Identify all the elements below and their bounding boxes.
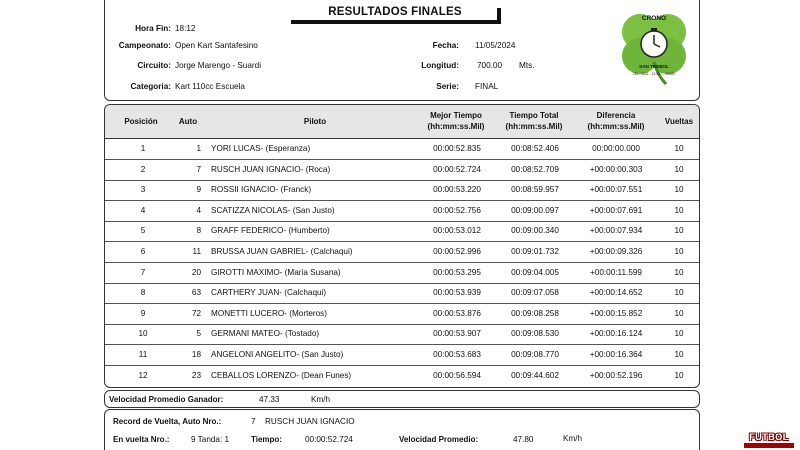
results-sheet bbox=[104, 0, 700, 450]
cell-diferencia: +00:00:16.364 bbox=[589, 350, 643, 359]
cell-piloto: YORI LUCAS- (Esperanza) bbox=[211, 144, 311, 153]
vel-prom-label: Velocidad Promedio: bbox=[399, 435, 479, 444]
cell-mejor-tiempo: 00:00:56.594 bbox=[433, 370, 481, 380]
cell-auto: 1 bbox=[196, 144, 201, 153]
cell-auto: 20 bbox=[191, 267, 201, 277]
cell-vueltas: 10 bbox=[674, 329, 684, 339]
cell-piloto: MONETTI LUCERO- (Morteros) bbox=[211, 308, 327, 318]
title-underline-tick bbox=[497, 8, 501, 22]
tiempo-value: 00:00:52.724 bbox=[305, 435, 353, 444]
table-row bbox=[105, 263, 699, 284]
cell-vueltas: 10 bbox=[674, 226, 684, 236]
record-auto: 7 bbox=[251, 417, 256, 426]
table-row bbox=[105, 242, 699, 263]
campeonato-value: Open Kart Santafesino bbox=[175, 41, 258, 50]
cell-vueltas: 10 bbox=[674, 185, 684, 195]
cell-mejor-tiempo: 00:00:53.907 bbox=[433, 329, 481, 339]
cell-mejor-tiempo: 00:00:53.876 bbox=[433, 308, 481, 318]
table-row bbox=[105, 283, 699, 304]
col-posicion: Posición bbox=[124, 117, 158, 126]
record-piloto: RUSCH JUAN IGNACIO bbox=[265, 417, 355, 426]
cell-auto: 9 bbox=[196, 185, 201, 195]
cell-piloto: GERMANI MATEO- (Tostado) bbox=[211, 329, 320, 339]
cell-tiempo-total: 00:09:08.258 bbox=[511, 308, 559, 318]
cell-diferencia: +00:00:00.303 bbox=[589, 164, 643, 174]
cell-piloto: CARTHERY JUAN- (Calchaqui) bbox=[211, 288, 327, 298]
cell-tiempo-total: 00:09:00.340 bbox=[511, 226, 559, 236]
cell-diferencia: 00:00:00.000 bbox=[592, 144, 640, 153]
circuito-label: Circuito: bbox=[137, 61, 171, 70]
en-vuelta-value: 9 Tanda: 1 bbox=[191, 435, 230, 444]
svg-text:CEL: 3401 - 15 557 - 0/6987: CEL: 3401 - 15 557 - 0/6987 bbox=[632, 72, 676, 76]
cell-mejor-tiempo: 00:00:52.756 bbox=[433, 205, 481, 215]
cell-tiempo-total: 00:08:59.957 bbox=[511, 185, 559, 195]
watermark-bar bbox=[744, 443, 794, 448]
cell-diferencia: +00:00:15.852 bbox=[589, 308, 643, 318]
cell-vueltas: 10 bbox=[674, 288, 684, 298]
col-auto: Auto bbox=[178, 117, 198, 126]
cell-diferencia: +00:00:09.326 bbox=[589, 247, 643, 256]
vel-prom-value: 47.80 bbox=[513, 435, 534, 444]
cell-auto: 18 bbox=[191, 350, 201, 359]
cell-tiempo-total: 00:08:52.406 bbox=[511, 144, 559, 153]
cell-posicion: 8 bbox=[140, 288, 146, 298]
cell-auto: 8 bbox=[196, 226, 201, 236]
cell-tiempo-total: 00:09:44.602 bbox=[511, 370, 559, 380]
cell-mejor-tiempo: 00:00:52.835 bbox=[433, 144, 481, 153]
results-table bbox=[104, 104, 700, 388]
cell-auto: 7 bbox=[196, 164, 201, 174]
longitud-value: 700.00 bbox=[477, 61, 503, 70]
table-row bbox=[105, 324, 699, 345]
cell-vueltas: 10 bbox=[674, 247, 684, 256]
cell-vueltas: 10 bbox=[674, 205, 684, 215]
cell-diferencia: +00:00:11.599 bbox=[590, 267, 642, 277]
table-row bbox=[105, 221, 699, 242]
watermark-text: FUTBOL bbox=[749, 432, 789, 442]
vel-prom-unit: Km/h bbox=[563, 434, 583, 443]
cell-tiempo-total: 00:09:00.097 bbox=[511, 205, 559, 215]
cell-posicion: 1 bbox=[140, 144, 146, 153]
cell-piloto: CEBALLOS LORENZO- (Dean Funes) bbox=[211, 370, 352, 380]
record-label: Record de Vuelta, Auto Nro.: bbox=[113, 417, 222, 426]
watermark-logo bbox=[738, 430, 800, 450]
cell-vueltas: 10 bbox=[674, 308, 684, 318]
cell-piloto: GRAFF FEDERICO- (Humberto) bbox=[211, 226, 330, 236]
cell-tiempo-total: 00:09:08.770 bbox=[511, 350, 559, 359]
cell-mejor-tiempo: 00:00:53.295 bbox=[433, 267, 481, 277]
col-piloto: Piloto bbox=[303, 117, 327, 126]
lap-record-panel bbox=[104, 409, 700, 450]
cell-auto: 11 bbox=[192, 247, 201, 256]
cell-posicion: 2 bbox=[140, 164, 146, 174]
cell-vueltas: 10 bbox=[674, 350, 684, 359]
categoria-label: Categoria: bbox=[130, 82, 171, 91]
vel-ganador-unit: Km/h bbox=[311, 395, 331, 404]
hora-fin-value: 18:12 bbox=[175, 24, 196, 33]
col-diferencia: Diferencia (hh:mm:ss.Mil) bbox=[587, 111, 645, 131]
categoria-value: Kart 110cc Escuela bbox=[175, 82, 245, 91]
cell-diferencia: +00:00:52.196 bbox=[589, 370, 643, 380]
hora-fin-label: Hora Fin: bbox=[135, 24, 171, 33]
cell-diferencia: +00:00:07.691 bbox=[589, 205, 643, 215]
cell-posicion: 5 bbox=[140, 226, 146, 236]
tiempo-label: Tiempo: bbox=[251, 435, 282, 444]
table-row bbox=[105, 304, 699, 325]
longitud-unit: Mts. bbox=[519, 61, 535, 70]
cell-mejor-tiempo: 00:00:53.012 bbox=[433, 226, 481, 236]
cell-auto: 72 bbox=[191, 308, 201, 318]
col-mejor-tiempo: Mejor Tiempo (hh:mm:ss.Mil) bbox=[427, 111, 485, 131]
vel-ganador-label: Velocidad Promedio Ganador: bbox=[109, 395, 224, 404]
serie-label: Serie: bbox=[436, 82, 459, 91]
cell-tiempo-total: 00:09:01.732 bbox=[511, 247, 559, 256]
cell-diferencia: +00:00:07.934 bbox=[589, 226, 643, 236]
cell-piloto: SCATIZZA NICOLAS- (San Justo) bbox=[211, 205, 335, 215]
cell-posicion: 3 bbox=[140, 185, 146, 195]
cell-auto: 5 bbox=[196, 329, 201, 339]
fecha-value: 11/05/2024 bbox=[475, 41, 516, 50]
cell-diferencia: +00:00:14.652 bbox=[589, 288, 643, 298]
cell-auto: 23 bbox=[191, 370, 201, 380]
longitud-label: Longitud: bbox=[421, 61, 459, 70]
cell-auto: 63 bbox=[191, 288, 201, 298]
cell-posicion: 12 bbox=[138, 370, 148, 380]
svg-text:CRONO: CRONO bbox=[641, 15, 667, 22]
cell-diferencia: +00:00:07.551 bbox=[589, 185, 643, 195]
cell-mejor-tiempo: 00:00:53.939 bbox=[433, 288, 481, 298]
cell-posicion: 9 bbox=[140, 308, 146, 318]
cell-tiempo-total: 00:09:07.058 bbox=[511, 288, 559, 298]
cell-vueltas: 10 bbox=[674, 164, 684, 174]
campeonato-label: Campeonato: bbox=[118, 41, 171, 50]
page-title: RESULTADOS FINALES bbox=[328, 6, 462, 18]
cell-tiempo-total: 00:09:08.530 bbox=[511, 329, 559, 339]
cell-tiempo-total: 00:08:52.709 bbox=[511, 164, 559, 174]
cell-posicion: 7 bbox=[140, 267, 146, 277]
title-underline bbox=[291, 20, 501, 24]
cell-piloto: ROSSII IGNACIO- (Franck) bbox=[211, 185, 312, 195]
cell-posicion: 6 bbox=[140, 247, 146, 256]
col-tiempo-total: Tiempo Total (hh:mm:ss.Mil) bbox=[505, 111, 563, 131]
cell-mejor-tiempo: 00:00:53.683 bbox=[433, 350, 481, 359]
cell-vueltas: 10 bbox=[674, 267, 684, 277]
fecha-label: Fecha: bbox=[432, 41, 459, 50]
cell-auto: 4 bbox=[196, 205, 201, 215]
cell-piloto: GIROTTI MAXIMO- (Maria Susana) bbox=[211, 267, 341, 277]
cell-posicion: 11 bbox=[138, 350, 148, 359]
winner-speed-panel bbox=[104, 390, 700, 408]
cell-mejor-tiempo: 00:00:52.996 bbox=[433, 247, 481, 256]
cell-posicion: 10 bbox=[138, 329, 148, 339]
table-row bbox=[105, 160, 699, 181]
crono-clover-logo bbox=[614, 4, 694, 90]
cell-piloto: ANGELONI ANGELITO- (San Justo) bbox=[211, 350, 344, 359]
serie-value: FINAL bbox=[475, 82, 499, 91]
cell-vueltas: 10 bbox=[674, 144, 684, 153]
table-row bbox=[105, 139, 699, 160]
table-row bbox=[105, 366, 699, 386]
cell-piloto: RUSCH JUAN IGNACIO- (Roca) bbox=[211, 164, 331, 174]
vel-ganador-value: 47.33 bbox=[259, 395, 280, 404]
cell-tiempo-total: 00:09:04.005 bbox=[511, 267, 559, 277]
table-header bbox=[105, 105, 699, 139]
cell-vueltas: 10 bbox=[674, 370, 684, 380]
table-row bbox=[105, 180, 699, 201]
cell-diferencia: +00:00:16.124 bbox=[589, 329, 643, 339]
cell-posicion: 4 bbox=[140, 205, 146, 215]
header-panel bbox=[104, 0, 700, 101]
svg-text:SAN TREBOL: SAN TREBOL bbox=[639, 64, 669, 69]
table-row bbox=[105, 345, 699, 366]
cell-piloto: BRUSSA JUAN GABRIEL- (Calchaqui) bbox=[211, 247, 353, 256]
cell-mejor-tiempo: 00:00:53.220 bbox=[433, 185, 481, 195]
en-vuelta-label: En vuelta Nro.: bbox=[113, 435, 170, 444]
col-vueltas: Vueltas bbox=[664, 117, 694, 126]
circuito-value: Jorge Marengo - Suardi bbox=[175, 61, 262, 70]
cell-mejor-tiempo: 00:00:52.724 bbox=[433, 164, 481, 174]
table-row bbox=[105, 201, 699, 222]
